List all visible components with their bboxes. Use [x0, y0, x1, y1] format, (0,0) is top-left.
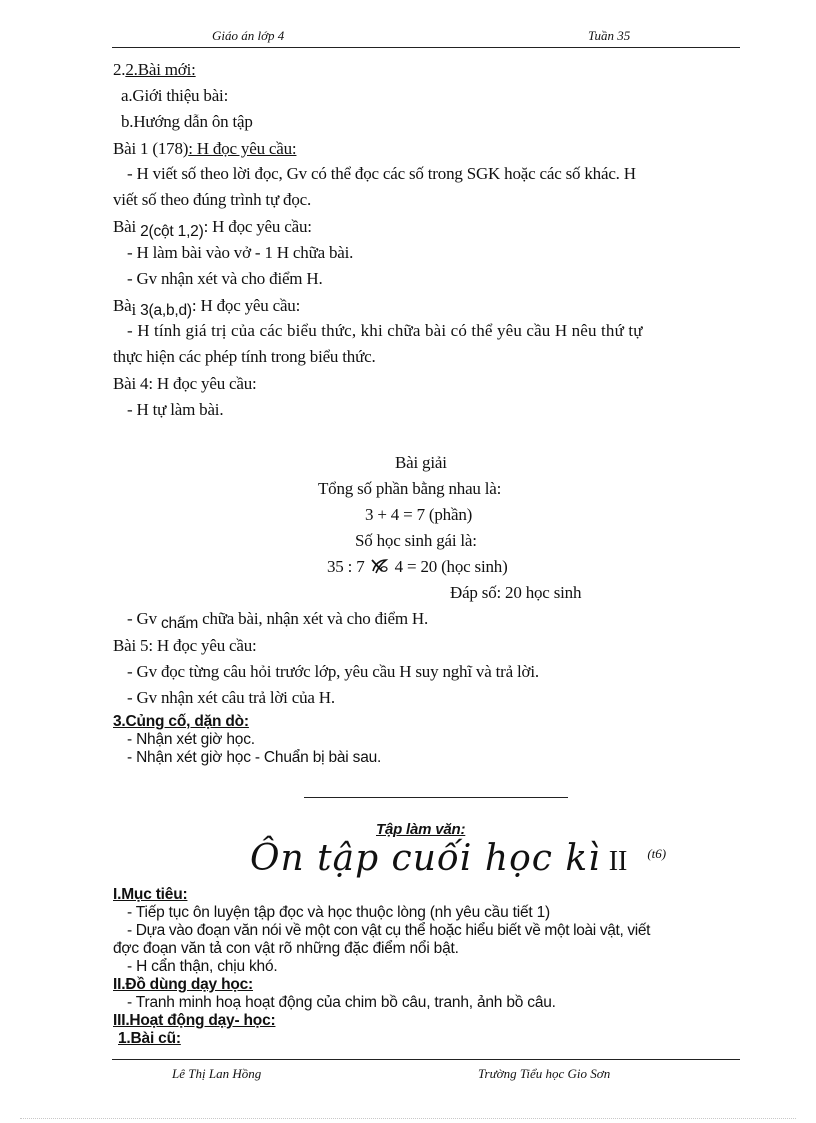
old-lesson-heading: 1.Bài cũ: [118, 1030, 181, 1047]
exercise-1 [113, 139, 296, 159]
lesson-title-block [250, 838, 666, 879]
header-left: Giáo án lớp 4 [212, 28, 285, 43]
activities-heading: III.Hoạt động dạy- học: [113, 1012, 276, 1029]
exercise-2 [113, 217, 312, 240]
exercise-1-line-2: viết số theo đúng trình tự đọc. [113, 190, 312, 209]
footer-right: Trường Tiểu học Gio Sơn [478, 1066, 611, 1081]
objectives-line-4: - H cẩn thận, chịu khó. [127, 958, 278, 975]
exercise-5: Bài 5: H đọc yêu cầu: [113, 636, 257, 655]
exercise-5-line-1: - Gv đọc từng câu hỏi trước lớp, yêu cầu H suy nghĩ và trả lời. [127, 662, 539, 681]
intro-line: a.Giới thiệu bài: [121, 86, 229, 105]
header-rule [112, 47, 740, 48]
exercise-3-word-end: i [131, 300, 137, 319]
exercise-3-label: 3(a,b,d) [140, 302, 192, 319]
exercise-2-label: 2(cột 1,2) [140, 223, 204, 240]
exercise-3 [113, 296, 301, 319]
exercise-1-line-1: - H viết số theo lời đọc, Gv có thể đọc các số trong SGK hoặc các số khác. H [127, 164, 636, 183]
solution-answer: Đáp số: 20 học sinh [450, 583, 582, 602]
section-new-lesson: 2.2.Bài mới: [113, 60, 196, 79]
header-right: Tuần 35 [588, 28, 631, 43]
new-lesson-label: 2.Bài mới: [125, 60, 196, 79]
exercise-2-word: Bài [113, 217, 137, 236]
exercise-3-word: Bà [113, 296, 132, 315]
solution-division: 35 : 7 [327, 557, 365, 576]
solution-title: Bài giải [395, 453, 447, 472]
grading-text: chữa bài, nhận xét và cho điểm H. [202, 609, 429, 628]
solution-line-2: 3 + 4 = 7 (phần) [365, 505, 473, 524]
section-separator [304, 797, 568, 798]
guide-line: b.Hướng dẫn ôn tập [121, 112, 253, 131]
materials-heading: II.Đồ dùng dạy học: [113, 976, 253, 993]
exercise-1-label: Bài 1 (178) [113, 139, 189, 158]
materials-line-1: - Tranh minh hoạ hoạt động của chim bồ câu, tranh, ảnh bồ câu. [127, 994, 556, 1011]
teacher-grading [127, 609, 429, 632]
solution-line-1: Tổng số phần bằng nhau là: [318, 479, 502, 498]
consolidation-line-2: - Nhận xét giờ học - Chuẩn bị bài sau. [127, 749, 382, 766]
objectives-heading: I.Mục tiêu: [113, 886, 188, 903]
exercise-5-line-2: - Gv nhận xét câu trả lời của H. [127, 688, 335, 707]
exercise-2-text: : H đọc yêu cầu: [203, 217, 312, 236]
lesson-title-note: (t6) [647, 846, 667, 861]
grading-word: chấm [160, 615, 199, 632]
exercise-3-text: : H đọc yêu cầu: [191, 296, 301, 315]
objectives-line-3: đợc đoạn văn tả con vật rõ những đặc điểm nổi bật. [113, 940, 459, 957]
consolidation-heading: 3.Củng cố, dặn dò: [113, 713, 249, 730]
lesson-title-numeral: II [608, 846, 628, 877]
footer-left: Lê Thị Lan Hồng [172, 1066, 262, 1081]
page-bottom-edge [20, 1118, 796, 1119]
solution-line-4 [327, 557, 508, 577]
exercise-3-line-1: - H tính giá trị của các biểu thức, khi chữa bài có thể yêu cầu H nêu thứ tự [127, 321, 643, 340]
exercise-3-line-2: thực hiện các phép tính trong biểu thức. [113, 347, 376, 366]
solution-result: 4 = 20 (học sinh) [394, 557, 508, 576]
solution-line-3: Số học sinh gái là: [355, 531, 477, 550]
exercise-2-line-2: - Gv nhận xét và cho điểm H. [127, 269, 323, 288]
exercise-4: Bài 4: H đọc yêu cầu: [113, 374, 257, 393]
lesson-title: Ôn tập cuối học kì [250, 838, 601, 879]
exercise-2-line-1: - H làm bài vào vở - 1 H chữa bài. [127, 243, 354, 262]
consolidation-line-1: - Nhận xét giờ học. [127, 731, 255, 748]
multiply-sign-icon [369, 557, 391, 575]
footer-rule [112, 1059, 740, 1060]
exercise-4-line-1: - H tự làm bài. [127, 400, 224, 419]
objectives-line-1: - Tiếp tục ôn luyện tập đọc và học thuộc lòng (nh yêu cầu tiết 1) [127, 904, 550, 921]
exercise-1-text: : H đọc yêu cầu: [188, 139, 297, 158]
subject-title: Tập làm văn: [376, 821, 466, 838]
teacher-label: - Gv [127, 609, 157, 628]
objectives-line-2: - Dựa vào đoạn văn nói về một con vật cụ thể hoặc hiểu biết về một loài vật, viết [127, 922, 651, 939]
